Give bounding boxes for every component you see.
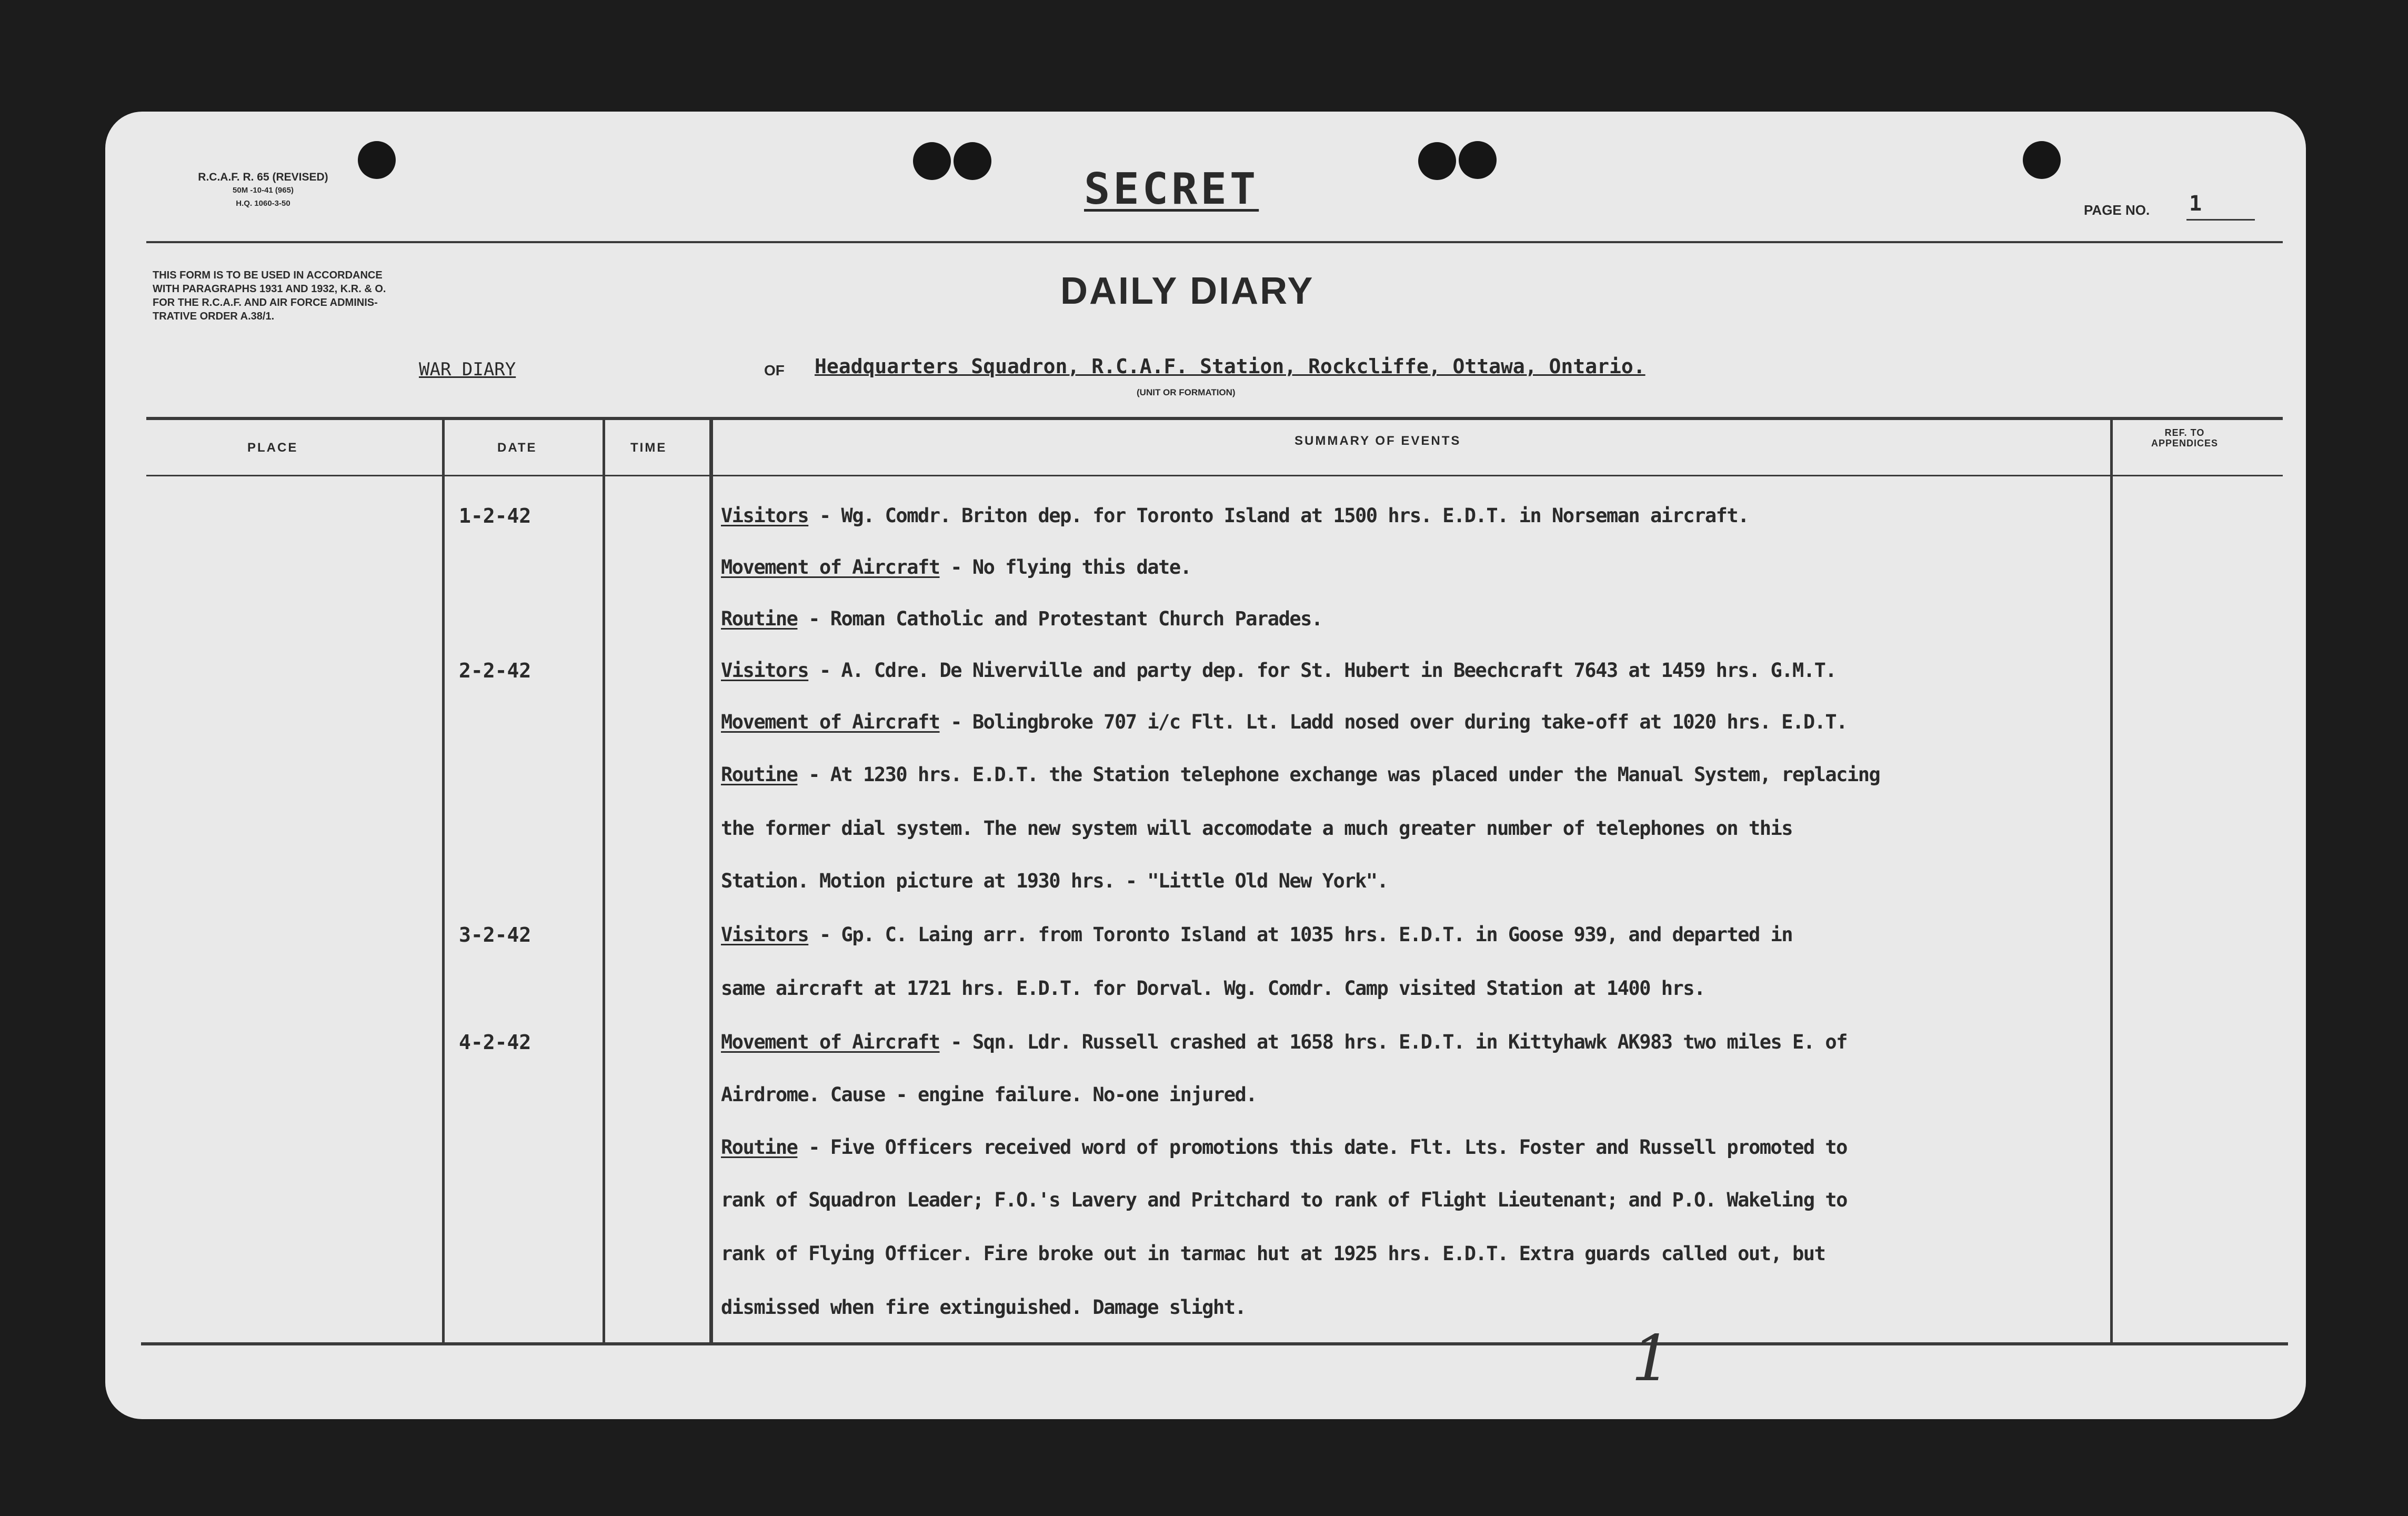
event-text: - Five Officers received word of promotions this date. Flt. Lts. Foster and Russell promoted to <box>797 1136 1847 1159</box>
header-divider <box>146 241 2283 243</box>
table-top-rule <box>146 417 2283 420</box>
event-category: Movement of Aircraft <box>721 711 940 733</box>
page-number: 1 <box>2189 192 2202 216</box>
event-text: Station. Motion picture at 1930 hrs. - "Little Old New York". <box>721 870 1388 892</box>
event-text: rank of Squadron Leader; F.O.'s Lavery and Pritchard to rank of Flight Lieutenant; and P.O. Wakeling to <box>721 1189 1847 1211</box>
table-bottom-rule <box>141 1342 2288 1345</box>
form-instructions: THIS FORM IS TO BE USED IN ACCORDANCE WITH PARAGRAPHS 1931 AND 1932, K.R. & O. FOR THE R.C.A.F. AND AIR FORCE ADMINIS- TRATIVE ORDER A.38/1. <box>153 270 386 322</box>
entry-date: 3-2-42 <box>459 923 531 946</box>
event-text: - Wg. Comdr. Briton dep. for Toronto Island at 1500 hrs. E.D.T. in Norseman aircraft. <box>808 504 1749 527</box>
event-line <box>721 504 1749 527</box>
event-line <box>721 1296 1246 1319</box>
event-text: - Sqn. Ldr. Russell crashed at 1658 hrs. E.D.T. in Kittyhawk AK983 two miles E. of <box>939 1031 1847 1053</box>
event-text: - Bolingbroke 707 i/c Flt. Lt. Ladd nosed over during take-off at 1020 hrs. E.D.T. <box>939 711 1847 733</box>
form-title: DAILY DIARY <box>1060 270 1315 312</box>
event-line <box>721 607 1322 630</box>
event-line <box>721 870 1388 892</box>
event-line <box>721 1031 1847 1053</box>
event-text: Airdrome. Cause - engine failure. No-one injured. <box>721 1083 1257 1106</box>
event-line <box>721 659 1836 682</box>
of-label: OF <box>764 362 785 378</box>
column-header-place: PLACE <box>247 441 298 455</box>
event-line <box>721 556 1191 579</box>
event-text: the former dial system. The new system will accomodate a much greater number of telephones on this <box>721 817 1793 840</box>
entry-date: 1-2-42 <box>459 504 531 527</box>
punch-hole <box>2023 141 2061 179</box>
column-divider <box>442 418 445 1342</box>
event-line <box>721 1083 1257 1106</box>
table-header-rule <box>146 475 2283 476</box>
event-line <box>721 817 1792 840</box>
event-category: Movement of Aircraft <box>721 556 940 579</box>
event-category: Routine <box>721 1136 798 1159</box>
event-category: Visitors <box>721 923 809 946</box>
column-header-time: TIME <box>630 441 667 455</box>
classification-heading: SECRET <box>1084 164 1259 214</box>
event-text: same aircraft at 1721 hrs. E.D.T. for Dorval. Wg. Comdr. Camp visited Station at 1400 hrs. <box>721 977 1705 1000</box>
punch-hole <box>954 142 991 180</box>
form-identifier: R.C.A.F. R. 65 (REVISED) 50M -10-41 (965) H.Q. 1060-3-50 <box>198 171 328 208</box>
column-divider <box>603 418 605 1342</box>
event-text: rank of Flying Officer. Fire broke out in tarmac hut at 1925 hrs. E.D.T. Extra guards called out, but <box>721 1242 1825 1265</box>
unit-caption: (UNIT OR FORMATION) <box>1137 387 1236 397</box>
event-text: - No flying this date. <box>939 556 1191 579</box>
event-line <box>721 711 1847 733</box>
diary-form-card <box>105 112 2306 1419</box>
event-line <box>721 1136 1847 1159</box>
event-line <box>721 977 1705 1000</box>
event-category: Visitors <box>721 659 809 682</box>
event-line <box>721 1242 1825 1265</box>
punch-hole <box>1459 141 1497 179</box>
event-text: - A. Cdre. De Niverville and party dep. for St. Hubert in Beechcraft 7643 at 1459 hrs. G.M.T. <box>808 659 1837 682</box>
handwritten-page-mark: 1 <box>1631 1322 1672 1395</box>
event-category: Visitors <box>721 504 809 527</box>
event-text: dismissed when fire extinguished. Damage slight. <box>721 1296 1246 1319</box>
event-line <box>721 923 1792 946</box>
unit-name: Headquarters Squadron, R.C.A.F. Station, Rockcliffe, Ottawa, Ontario. <box>815 355 1646 378</box>
column-header-ref: REF. TO APPENDICES <box>2151 427 2219 448</box>
event-category: Routine <box>721 763 798 786</box>
event-line <box>721 763 1880 786</box>
column-header-date: DATE <box>497 441 537 455</box>
entry-date: 4-2-42 <box>459 1031 531 1054</box>
event-text: - Gp. C. Laing arr. from Toronto Island at 1035 hrs. E.D.T. in Goose 939, and departed in <box>808 923 1793 946</box>
event-text: - At 1230 hrs. E.D.T. the Station telephone exchange was placed under the Manual System, replacing <box>797 763 1880 786</box>
page-number-underline <box>2186 219 2255 221</box>
event-line <box>721 1189 1847 1211</box>
event-category: Movement of Aircraft <box>721 1031 940 1053</box>
column-divider <box>711 418 713 1342</box>
column-divider <box>2110 418 2113 1342</box>
diary-type: WAR DIARY <box>419 359 516 380</box>
event-category: Routine <box>721 607 798 630</box>
event-text: - Roman Catholic and Protestant Church Parades. <box>797 607 1322 630</box>
entry-date: 2-2-42 <box>459 659 531 682</box>
punch-hole <box>1418 142 1456 180</box>
punch-hole <box>913 142 951 180</box>
page-number-label: PAGE NO. <box>2084 202 2150 218</box>
column-header-summary: SUMMARY OF EVENTS <box>1295 434 1461 448</box>
